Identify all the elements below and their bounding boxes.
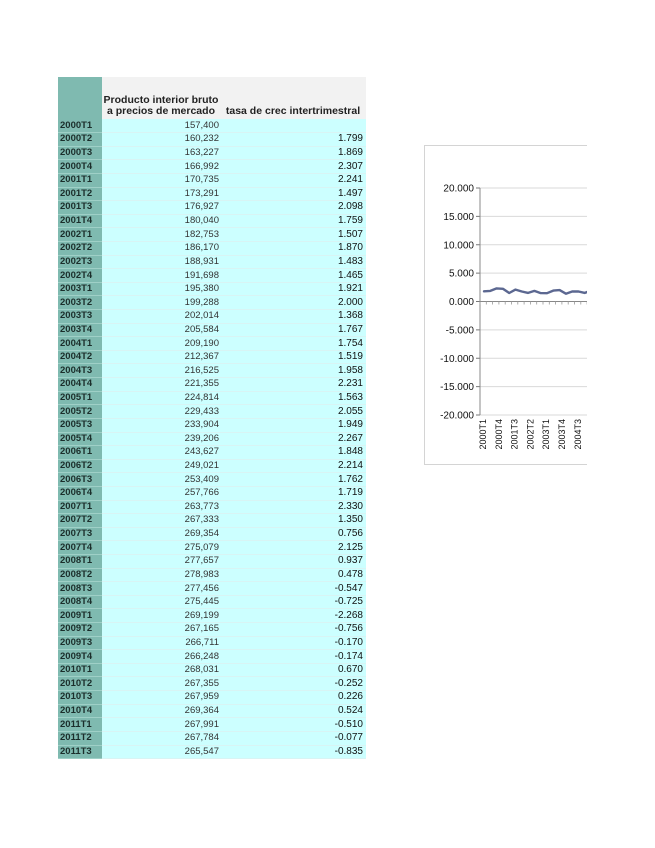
pib-cell[interactable]: 257,766 <box>102 486 220 500</box>
tasa-cell[interactable]: 0.756 <box>220 527 366 541</box>
pib-cell[interactable]: 202,014 <box>102 310 220 324</box>
table-row <box>58 173 366 187</box>
data-point <box>527 292 529 294</box>
table-row <box>58 527 366 541</box>
quarter-cell[interactable]: 2001T2 <box>58 187 102 201</box>
pib-cell[interactable]: 216,525 <box>102 364 220 378</box>
chart-svg <box>425 146 587 464</box>
table-row <box>58 119 366 133</box>
pib-cell[interactable]: 176,927 <box>102 201 220 215</box>
tasa-cell[interactable]: -0.725 <box>220 595 366 609</box>
table-row <box>58 500 366 514</box>
table-row <box>58 718 366 732</box>
pib-cell[interactable]: 188,931 <box>102 255 220 269</box>
data-point <box>496 288 498 290</box>
pib-cell[interactable]: 267,333 <box>102 514 220 528</box>
table-row <box>58 391 366 405</box>
tasa-cell[interactable]: 1.519 <box>220 350 366 364</box>
pib-cell[interactable]: 265,547 <box>102 745 220 759</box>
tasa-cell[interactable]: -0.547 <box>220 582 366 596</box>
quarter-cell[interactable]: 2002T1 <box>58 228 102 242</box>
quarter-cell[interactable]: 2005T3 <box>58 418 102 432</box>
quarter-cell[interactable]: 2002T2 <box>58 241 102 255</box>
pib-cell[interactable]: 263,773 <box>102 500 220 514</box>
x-tick-label: 2003T4 <box>557 419 567 450</box>
pib-cell[interactable]: 267,991 <box>102 718 220 732</box>
table-row <box>58 133 366 147</box>
pib-cell[interactable]: 205,584 <box>102 323 220 337</box>
y-tick-label: 10.000 <box>443 240 474 252</box>
table-row <box>58 514 366 528</box>
pib-cell[interactable]: 170,735 <box>102 173 220 187</box>
quarter-cell[interactable]: 2008T4 <box>58 595 102 609</box>
quarter-cell[interactable]: 2008T1 <box>58 555 102 569</box>
pib-cell[interactable]: 166,992 <box>102 160 220 174</box>
pib-cell[interactable]: 229,433 <box>102 405 220 419</box>
pib-cell[interactable]: 163,227 <box>102 146 220 160</box>
pib-cell[interactable]: 249,021 <box>102 459 220 473</box>
pib-cell[interactable]: 209,190 <box>102 337 220 351</box>
header-pib[interactable]: Producto interior bruto a precios de mercado <box>102 77 220 119</box>
quarter-cell[interactable]: 2010T1 <box>58 663 102 677</box>
tasa-cell[interactable]: 1.759 <box>220 214 366 228</box>
table-row <box>58 432 366 446</box>
pib-cell[interactable]: 224,814 <box>102 391 220 405</box>
quarter-cell[interactable]: 2008T2 <box>58 568 102 582</box>
tasa-cell[interactable]: 0.670 <box>220 663 366 677</box>
pib-cell[interactable]: 267,165 <box>102 623 220 637</box>
table-row <box>58 364 366 378</box>
table-row <box>58 691 366 705</box>
table-row <box>58 609 366 623</box>
quarter-cell[interactable]: 2007T4 <box>58 541 102 555</box>
tasa-cell[interactable]: 0.478 <box>220 568 366 582</box>
table-row <box>58 486 366 500</box>
table-row <box>58 446 366 460</box>
pib-cell[interactable]: 267,355 <box>102 677 220 691</box>
pib-cell[interactable]: 199,288 <box>102 296 220 310</box>
pib-cell[interactable]: 277,657 <box>102 555 220 569</box>
table-row <box>58 146 366 160</box>
table-row <box>58 731 366 745</box>
data-point <box>546 292 548 294</box>
tasa-cell[interactable]: 1.563 <box>220 391 366 405</box>
tasa-cell[interactable]: 1.350 <box>220 514 366 528</box>
table-row <box>58 745 366 759</box>
quarter-cell[interactable]: 2004T4 <box>58 378 102 392</box>
x-tick-label: 2004T3 <box>572 419 583 450</box>
quarter-cell[interactable]: 2001T1 <box>58 173 102 187</box>
tasa-cell[interactable]: 1.368 <box>220 310 366 324</box>
quarter-cell[interactable]: 2011T1 <box>58 718 102 732</box>
quarter-cell[interactable]: 2006T3 <box>58 473 102 487</box>
quarter-cell[interactable]: 2010T4 <box>58 704 102 718</box>
y-tick-label: -10.000 <box>440 353 474 365</box>
data-point <box>521 291 523 293</box>
pib-cell[interactable]: 277,456 <box>102 582 220 596</box>
tasa-cell[interactable]: 2.000 <box>220 296 366 310</box>
pib-cell[interactable]: 269,364 <box>102 704 220 718</box>
pib-cell[interactable]: 160,232 <box>102 133 220 147</box>
tasa-cell[interactable]: -0.174 <box>220 650 366 664</box>
data-point <box>565 293 567 295</box>
quarter-cell[interactable]: 2006T4 <box>58 486 102 500</box>
table-row <box>58 323 366 337</box>
pib-cell[interactable]: 239,206 <box>102 432 220 446</box>
pib-cell[interactable]: 269,199 <box>102 609 220 623</box>
table-row <box>58 555 366 569</box>
data-point <box>559 289 561 291</box>
quarter-cell[interactable]: 2005T2 <box>58 405 102 419</box>
table-row <box>58 568 366 582</box>
pib-cell[interactable]: 267,959 <box>102 691 220 705</box>
pib-cell[interactable]: 195,380 <box>102 282 220 296</box>
tasa-cell[interactable]: 1.507 <box>220 228 366 242</box>
table-row <box>58 663 366 677</box>
tasa-cell[interactable]: 1.870 <box>220 241 366 255</box>
pib-cell[interactable]: 278,983 <box>102 568 220 582</box>
table-row <box>58 582 366 596</box>
pib-cell[interactable]: 212,367 <box>102 350 220 364</box>
tasa-cell[interactable]: 2.307 <box>220 160 366 174</box>
table-row <box>58 241 366 255</box>
gdp-table <box>58 77 366 759</box>
tasa-cell[interactable]: 1.869 <box>220 146 366 160</box>
table-row <box>58 636 366 650</box>
quarter-cell[interactable]: 2004T2 <box>58 350 102 364</box>
quarter-cell[interactable]: 2007T2 <box>58 514 102 528</box>
growth-rate-chart[interactable] <box>424 145 587 465</box>
header-tasa[interactable]: tasa de crec intertrimestral <box>220 77 366 119</box>
pib-cell[interactable]: 269,354 <box>102 527 220 541</box>
data-point <box>571 291 573 293</box>
pib-cell[interactable]: 180,040 <box>102 214 220 228</box>
quarter-cell[interactable]: 2006T1 <box>58 446 102 460</box>
pib-cell[interactable]: 182,753 <box>102 228 220 242</box>
tasa-cell[interactable]: -0.510 <box>220 718 366 732</box>
tasa-cell[interactable]: 1.719 <box>220 486 366 500</box>
table-row <box>58 214 366 228</box>
y-tick-label: 5.000 <box>448 268 474 280</box>
table-row <box>58 350 366 364</box>
tasa-cell[interactable]: 1.762 <box>220 473 366 487</box>
quarter-cell[interactable]: 2010T2 <box>58 677 102 691</box>
quarter-cell[interactable]: 2011T3 <box>58 745 102 759</box>
tasa-cell[interactable]: -0.077 <box>220 731 366 745</box>
data-point <box>489 290 491 292</box>
x-tick-label: 2002T2 <box>525 419 536 450</box>
tasa-cell[interactable]: 1.921 <box>220 282 366 296</box>
tasa-cell[interactable]: 2.125 <box>220 541 366 555</box>
table-row <box>58 405 366 419</box>
quarter-cell[interactable]: 2004T3 <box>58 364 102 378</box>
table-row <box>58 337 366 351</box>
table-row <box>58 269 366 283</box>
tasa-cell[interactable]: -0.756 <box>220 623 366 637</box>
x-tick-label: 2000T4 <box>493 419 504 450</box>
table-row <box>58 201 366 215</box>
pib-cell[interactable]: 221,355 <box>102 378 220 392</box>
pib-cell[interactable]: 191,698 <box>102 269 220 283</box>
table-row <box>58 677 366 691</box>
pib-cell[interactable]: 268,031 <box>102 663 220 677</box>
tasa-cell[interactable]: 1.949 <box>220 418 366 432</box>
quarter-cell[interactable]: 2006T2 <box>58 459 102 473</box>
pib-cell[interactable]: 157,400 <box>102 119 220 133</box>
table-row <box>58 595 366 609</box>
quarter-cell[interactable]: 2003T1 <box>58 282 102 296</box>
quarter-cell[interactable]: 2003T2 <box>58 296 102 310</box>
pib-cell[interactable]: 266,711 <box>102 636 220 650</box>
pib-cell[interactable]: 266,248 <box>102 650 220 664</box>
quarter-cell[interactable]: 2005T4 <box>58 432 102 446</box>
quarter-cell[interactable]: 2007T3 <box>58 527 102 541</box>
table-row <box>58 187 366 201</box>
pib-cell[interactable]: 243,627 <box>102 446 220 460</box>
table-row <box>58 541 366 555</box>
quarter-cell[interactable]: 2003T3 <box>58 310 102 324</box>
table-row <box>58 459 366 473</box>
tasa-cell[interactable]: 1.799 <box>220 133 366 147</box>
quarter-cell[interactable]: 2008T3 <box>58 582 102 596</box>
quarter-cell[interactable]: 2005T1 <box>58 391 102 405</box>
table-row <box>58 310 366 324</box>
data-point <box>508 292 510 294</box>
tasa-cell[interactable]: 2.241 <box>220 173 366 187</box>
tasa-cell[interactable]: 1.767 <box>220 323 366 337</box>
quarter-cell[interactable]: 2009T4 <box>58 650 102 664</box>
x-tick-label: 2001T3 <box>509 419 520 450</box>
quarter-cell[interactable]: 2010T3 <box>58 691 102 705</box>
tasa-cell[interactable] <box>220 119 366 133</box>
tasa-cell[interactable]: -0.170 <box>220 636 366 650</box>
quarter-cell[interactable]: 2004T1 <box>58 337 102 351</box>
data-point <box>584 292 586 294</box>
quarter-cell[interactable]: 2000T1 <box>58 119 102 133</box>
y-tick-label: 15.000 <box>443 211 474 223</box>
data-point <box>515 289 517 291</box>
data-point <box>578 291 580 293</box>
tasa-cell[interactable]: 1.497 <box>220 187 366 201</box>
quarter-cell[interactable]: 2000T3 <box>58 146 102 160</box>
tasa-cell[interactable]: 1.465 <box>220 269 366 283</box>
tasa-cell[interactable]: 1.848 <box>220 446 366 460</box>
pib-cell[interactable]: 275,079 <box>102 541 220 555</box>
table-row <box>58 255 366 269</box>
y-tick-label: -20.000 <box>440 410 474 422</box>
tasa-cell[interactable]: 1.958 <box>220 364 366 378</box>
quarter-cell[interactable]: 2007T1 <box>58 500 102 514</box>
data-point <box>502 288 504 290</box>
data-point <box>483 290 485 292</box>
table-row <box>58 228 366 242</box>
quarter-cell[interactable]: 2011T2 <box>58 731 102 745</box>
data-point <box>534 290 536 292</box>
quarter-cell[interactable]: 2001T3 <box>58 201 102 215</box>
quarter-cell[interactable]: 2001T4 <box>58 214 102 228</box>
tasa-cell[interactable]: 0.937 <box>220 555 366 569</box>
table-row <box>58 378 366 392</box>
tasa-cell[interactable]: -0.835 <box>220 745 366 759</box>
tasa-cell[interactable]: 0.226 <box>220 691 366 705</box>
quarter-cell[interactable]: 2009T3 <box>58 636 102 650</box>
pib-cell[interactable]: 186,170 <box>102 241 220 255</box>
table-row <box>58 704 366 718</box>
pib-cell[interactable]: 267,784 <box>102 731 220 745</box>
spreadsheet <box>58 77 366 759</box>
data-point <box>552 290 554 292</box>
pib-cell[interactable]: 275,445 <box>102 595 220 609</box>
tasa-cell[interactable]: 2.055 <box>220 405 366 419</box>
table-row <box>58 418 366 432</box>
tasa-cell[interactable]: 2.214 <box>220 459 366 473</box>
quarter-cell[interactable]: 2000T2 <box>58 133 102 147</box>
y-tick-label: -15.000 <box>440 382 474 394</box>
quarter-cell[interactable]: 2000T4 <box>58 160 102 174</box>
quarter-cell[interactable]: 2009T2 <box>58 623 102 637</box>
table-row <box>58 473 366 487</box>
table-row <box>58 296 366 310</box>
pib-cell[interactable]: 233,904 <box>102 418 220 432</box>
tasa-cell[interactable]: 2.330 <box>220 500 366 514</box>
tasa-cell[interactable]: 2.098 <box>220 201 366 215</box>
table-row <box>58 160 366 174</box>
corner-header <box>58 77 102 119</box>
tasa-cell[interactable]: 1.483 <box>220 255 366 269</box>
table-row <box>58 282 366 296</box>
quarter-cell[interactable]: 2003T4 <box>58 323 102 337</box>
tasa-cell[interactable]: -2.268 <box>220 609 366 623</box>
table-row <box>58 623 366 637</box>
pib-cell[interactable]: 253,409 <box>102 473 220 487</box>
tasa-cell[interactable]: -0.252 <box>220 677 366 691</box>
tasa-cell[interactable]: 1.754 <box>220 337 366 351</box>
y-tick-label: 20.000 <box>443 183 474 195</box>
y-tick-label: -5.000 <box>445 325 474 337</box>
tasa-cell[interactable]: 2.231 <box>220 378 366 392</box>
quarter-cell[interactable]: 2002T4 <box>58 269 102 283</box>
table-row <box>58 650 366 664</box>
quarter-cell[interactable]: 2002T3 <box>58 255 102 269</box>
pib-cell[interactable]: 173,291 <box>102 187 220 201</box>
quarter-cell[interactable]: 2009T1 <box>58 609 102 623</box>
data-point <box>540 292 542 294</box>
tasa-cell[interactable]: 2.267 <box>220 432 366 446</box>
x-tick-label: 2003T1 <box>541 419 552 450</box>
y-tick-label: 0.000 <box>448 297 474 308</box>
tasa-cell[interactable]: 0.524 <box>220 704 366 718</box>
x-tick-label: 2000T1 <box>478 419 488 450</box>
